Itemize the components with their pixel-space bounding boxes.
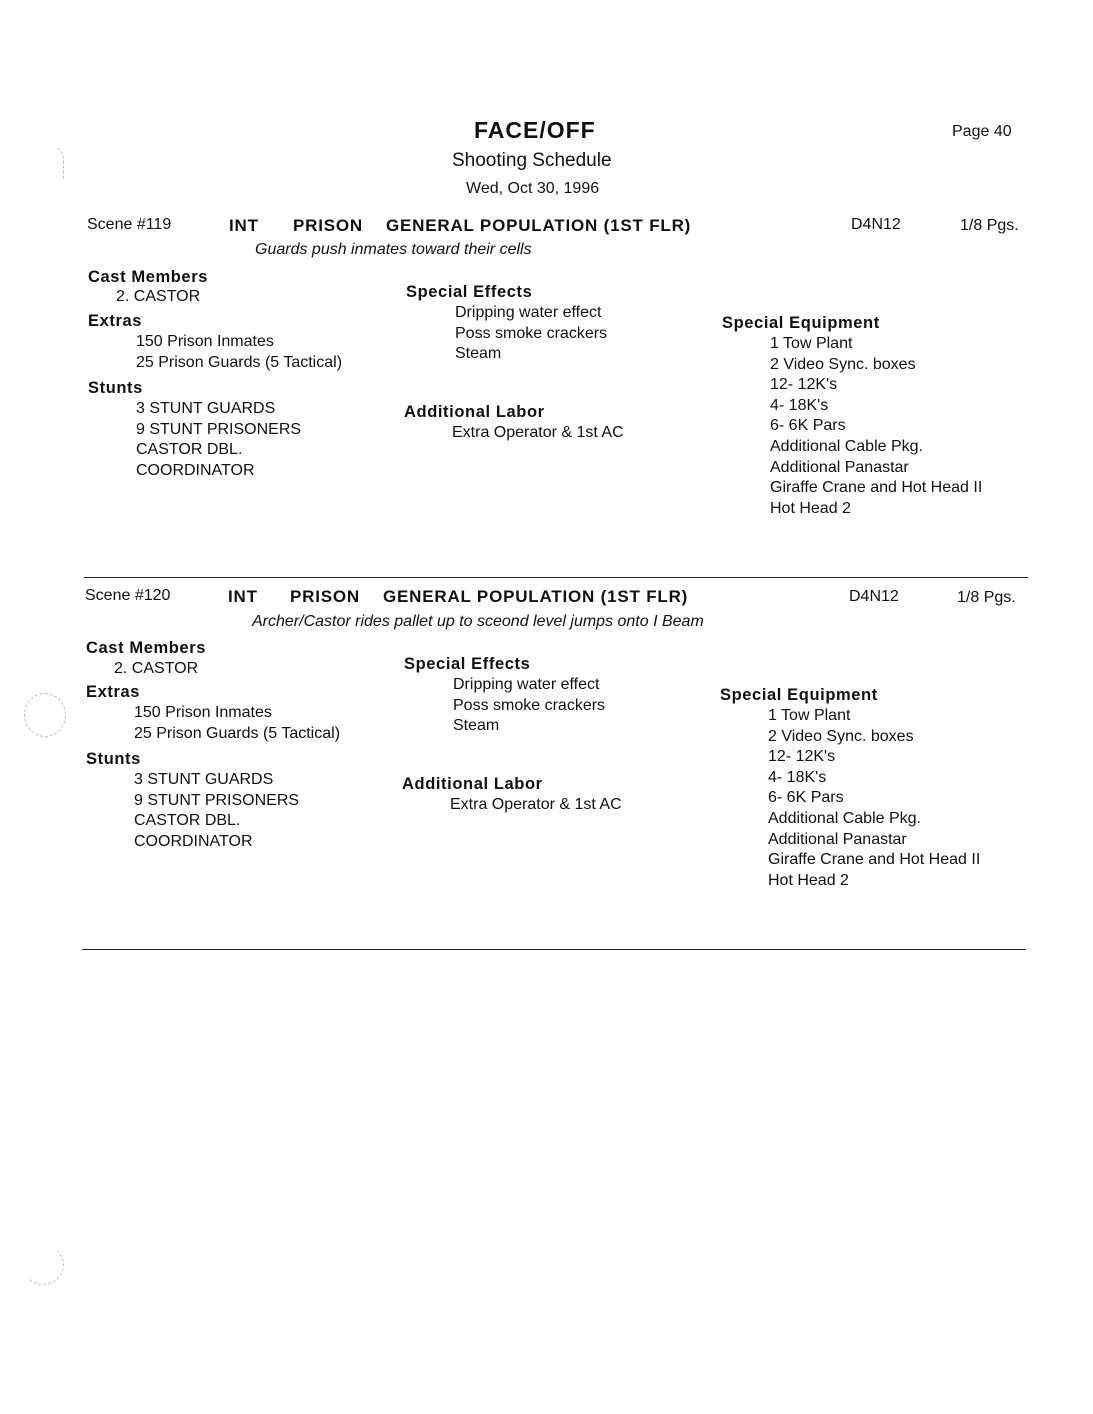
binder-hole-mark [0,138,64,180]
scene-pages: 1/8 Pgs. [957,589,1016,606]
special-equipment-heading: Special Equipment [722,314,880,332]
additional-labor-heading: Additional Labor [402,775,543,793]
list-item: 9 STUNT PRISONERS [134,791,300,809]
list-item: 12- 12K's [768,748,836,766]
scene-description: Guards push inmates toward their cells [255,241,532,258]
special-effects-heading: Special Effects [404,655,531,673]
scene-int-ext: INT [229,216,259,235]
list-item: Additional Cable Pkg. [768,809,921,827]
list-item: 4- 18K's [768,768,827,786]
list-item: Additional Panastar [768,830,907,848]
stunts-list [136,399,301,481]
list-item: 1 Tow Plant [770,335,853,352]
list-item: Additional Panastar [770,458,909,476]
scene-pages: 1/8 Pgs. [960,217,1019,234]
page-number: Page 40 [952,123,1012,140]
list-item: Hot Head 2 [768,871,849,889]
scene-divider [82,949,1026,950]
document-subtitle: Shooting Schedule [452,150,612,171]
scene-location: GENERAL POPULATION (1ST FLR) [383,587,689,606]
scene-number: Scene #120 [85,587,171,604]
list-item: COORDINATOR [136,461,255,479]
list-item: Hot Head 2 [770,499,851,517]
extras-heading: Extras [88,312,143,330]
special-effects-list [455,303,607,365]
list-item: Dripping water effect [455,304,602,321]
binder-hole-mark [22,1245,64,1285]
scene-location: GENERAL POPULATION (1ST FLR) [386,216,692,235]
schedule-date: Wed, Oct 30, 1996 [466,180,600,197]
document-title: FACE/OFF [474,117,596,143]
list-item: Extra Operator & 1st AC [452,424,624,441]
cast-list [116,287,200,308]
cast-members-heading: Cast Members [86,639,206,657]
extras-list [134,703,340,744]
stunts-list [134,770,299,852]
list-item: 2 Video Sync. boxes [770,355,916,373]
list-item: Steam [453,717,500,735]
list-item: CASTOR DBL. [136,441,243,459]
list-item: COORDINATOR [134,832,253,850]
stunts-heading: Stunts [86,750,141,768]
list-item: 2 Video Sync. boxes [768,727,914,745]
cast-members-heading: Cast Members [88,268,208,286]
cast-list [114,659,198,680]
list-item: 12- 12K's [770,376,838,394]
additional-labor-heading: Additional Labor [404,403,545,421]
list-item: 6- 6K Pars [768,789,844,807]
list-item: Giraffe Crane and Hot Head II [768,851,981,869]
scene-int-ext: INT [228,587,258,606]
additional-labor-list [452,423,624,444]
list-item: 2. CASTOR [114,660,199,677]
list-item: CASTOR DBL. [134,812,241,830]
scene-day: D4N12 [851,216,901,233]
list-item: 150 Prison Inmates [134,704,272,721]
binder-hole-mark [24,693,66,737]
special-effects-list [453,675,605,737]
list-item: Poss smoke crackers [455,324,608,342]
list-item: 4- 18K's [770,396,829,414]
extras-list [136,332,342,373]
special-effects-heading: Special Effects [406,283,533,301]
stunts-heading: Stunts [88,379,143,397]
list-item: 25 Prison Guards (5 Tactical) [136,353,343,371]
scene-description: Archer/Castor rides pallet up to sceond level jumps onto I Beam [252,613,704,630]
list-item: Extra Operator & 1st AC [450,796,622,813]
list-item: Giraffe Crane and Hot Head II [770,479,983,497]
scene-set: PRISON [290,587,360,606]
list-item: 25 Prison Guards (5 Tactical) [134,724,341,742]
additional-labor-list [450,795,622,816]
list-item: 1 Tow Plant [768,707,851,724]
list-item: Poss smoke crackers [453,696,606,714]
scene-set: PRISON [293,216,363,235]
list-item: 2. CASTOR [116,288,201,305]
list-item: 3 STUNT GUARDS [134,771,274,788]
list-item: 9 STUNT PRISONERS [136,420,302,438]
scene-day: D4N12 [849,588,899,605]
extras-heading: Extras [86,683,141,701]
list-item: Dripping water effect [453,676,600,693]
list-item: Steam [455,345,502,363]
list-item: 6- 6K Pars [770,417,846,435]
special-equipment-list [770,334,982,519]
scene-divider [84,577,1028,578]
list-item: 150 Prison Inmates [136,333,274,350]
scene-number: Scene #119 [87,216,172,233]
special-equipment-heading: Special Equipment [720,686,878,704]
list-item: 3 STUNT GUARDS [136,400,276,417]
special-equipment-list [768,706,980,891]
list-item: Additional Cable Pkg. [770,437,923,455]
